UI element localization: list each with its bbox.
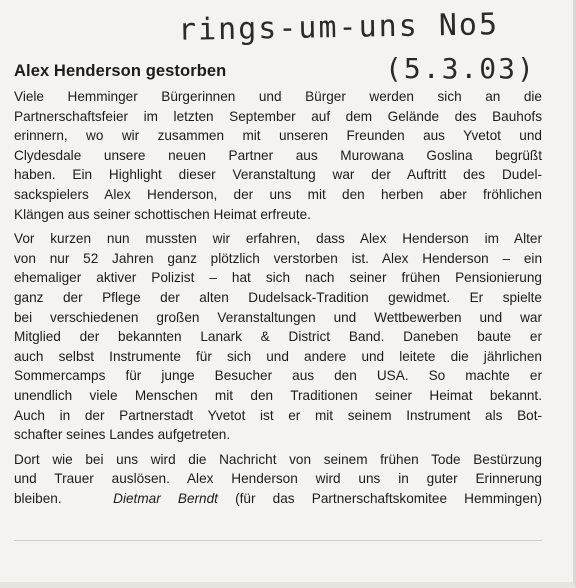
text-line: Mitglied der bekannten Lanark & District Band. Daneben baute er (14, 329, 542, 345)
text-line: Klängen aus seiner schottischen Heimat erfreute. (14, 206, 311, 222)
article-paragraph-3 (14, 450, 542, 509)
text-line: haben. Ein Highlight dieser Veranstaltung war der Auftritt des Dudel- (14, 167, 542, 183)
text-line: auch selbst Instrumente für sich und andere und leitete die jährlichen (14, 348, 542, 364)
text-line: Auch in der Partnerstadt Yvetot ist er mit seinem Instrument als Bot- (14, 407, 542, 423)
article-bottom-rule (14, 540, 542, 541)
article-headline: Alex Henderson gestorben (14, 62, 227, 80)
text-line: ganz der Pflege der alten Dudelsack-Tradition gewidmet. Er spielte (14, 289, 542, 305)
text-line: ehemaliger aktiver Polizist – hat sich nach seiner frühen Pensionierung (14, 270, 542, 286)
text-line: sackspielers Alex Henderson, der uns mit den herben aber fröhlichen (14, 186, 542, 202)
text-line: Partnerschaftsfeier im letzten September auf dem Gelände des Bauhofs (14, 108, 542, 124)
text-line: Clydesdale unsere neuen Partner aus Murowana Goslina begrüßt (14, 147, 542, 163)
handwritten-source-note: rings-um-uns No5 (177, 7, 500, 48)
article-paragraph-1 (14, 87, 542, 224)
text-line: von nur 52 Jahren ganz plötzlich verstorben ist. Alex Henderson – ein (14, 250, 542, 266)
signature-line (14, 489, 542, 509)
text-line: und Trauer auslösen. Alex Henderson wird uns in guter Erinnerung (14, 471, 542, 487)
article-paragraph-2 (14, 229, 542, 445)
author-name: Dietmar Berndt (113, 490, 218, 506)
author-affiliation: (für das Partnerschaftskomitee Hemmingen) (235, 490, 542, 506)
newspaper-article (14, 62, 542, 513)
text-line: erinnern, wo wir zusammen mit unseren Freunden aus Yvetot und (14, 128, 542, 144)
text-line: Vor kurzen nun mussten wir erfahren, dass Alex Henderson im Alter (14, 231, 542, 247)
text-line: unendlich viele Menschen mit den Traditionen seiner Heimat bekannt. (14, 387, 542, 403)
text-line: Dort wie bei uns wird die Nachricht von seinem frühen Tode Bestürzung (14, 451, 542, 467)
handwritten-date-note: (5.3.03) (385, 52, 536, 85)
text-line: bei verschiedenen großen Veranstaltungen und Wettbewerben und war (14, 309, 542, 325)
text-line: schafter seines Landes aufgetreten. (14, 427, 231, 443)
text-line: Viele Hemminger Bürgerinnen und Bürger werden sich an die (14, 89, 542, 104)
closing-text: bleiben. (14, 490, 62, 506)
text-line: Sommercamps für junge Besucher aus den USA. So machte er (14, 368, 542, 384)
